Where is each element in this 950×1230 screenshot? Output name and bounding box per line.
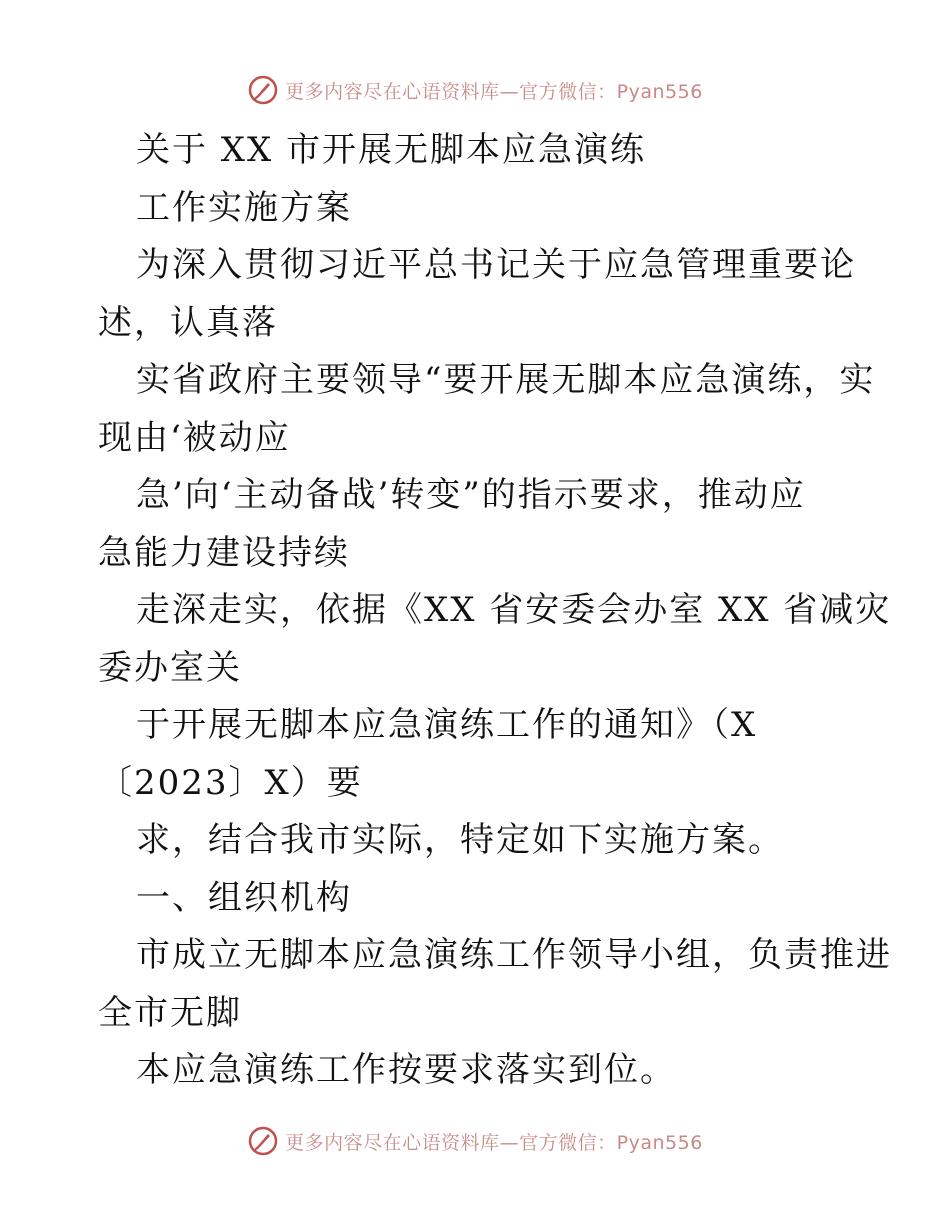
section-heading: 一、组织机构: [136, 877, 352, 918]
paragraph-line: 〔2023〕X）要: [98, 762, 363, 803]
paragraph-line: 市成立无脚本应急演练工作领导小组，负责推进: [136, 935, 892, 975]
title-line-2: 工作实施方案: [136, 187, 352, 228]
paragraph-line: 本应急演练工作按要求落实到位。: [136, 1050, 676, 1090]
paragraph-line: 于开展无脚本应急演练工作的通知》（X: [136, 705, 758, 745]
paragraph-line: 为深入贯彻习近平总书记关于应急管理重要论: [136, 245, 856, 285]
paragraph-line: 急能力建设持续: [98, 532, 350, 573]
paragraph-line: 求，结合我市实际，特定如下实施方案。: [136, 820, 784, 860]
paragraph-line: 急’向‘主动备战’转变”的指示要求，推动应: [136, 475, 806, 515]
paragraph-line: 现由‘被动应: [98, 417, 291, 458]
title-line-1: 关于 XX 市开展无脚本应急演练: [136, 130, 647, 170]
feather-pen-circle-icon: [247, 74, 279, 106]
feather-pen-circle-icon: [247, 1125, 279, 1157]
paragraph-line: 述，认真落: [98, 302, 278, 343]
document-body: [98, 122, 892, 1100]
paragraph-line: 全市无脚: [98, 992, 242, 1033]
watermark-text: 更多内容尽在心语资料库—官方微信：Pyan556: [285, 80, 703, 103]
paragraph-line: 走深走实，依据《XX 省安委会办室 XX 省减灾: [136, 590, 892, 630]
watermark-text: 更多内容尽在心语资料库—官方微信：Pyan556: [285, 1131, 703, 1154]
footer-watermark: [0, 1121, 950, 1161]
paragraph-line: 实省政府主要领导“要开展无脚本应急演练，实: [136, 360, 876, 400]
header-watermark: [0, 70, 950, 110]
paragraph-line: 委办室关: [98, 647, 242, 688]
